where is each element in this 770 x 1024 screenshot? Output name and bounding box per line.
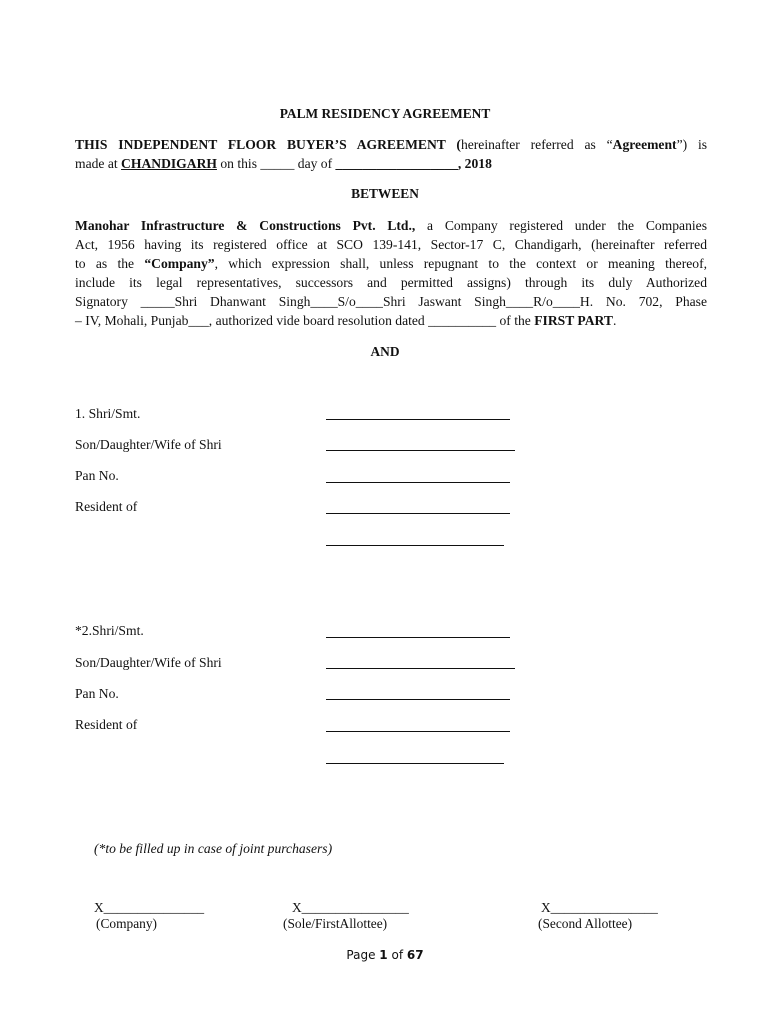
party2-relation-label: Son/Daughter/Wife of Shri — [75, 655, 222, 670]
intro-bold: THIS INDEPENDENT FLOOR BUYER’S AGREEMENT ( — [75, 137, 461, 152]
company-name: Manohar Infrastructure & Constructions Pvt. Ltd., — [75, 218, 416, 233]
intro-line2-start: made at — [75, 156, 122, 171]
agreement-word: Agreement — [612, 137, 677, 152]
party2-resident-blank — [326, 731, 510, 732]
footer-total-pages: 67 — [406, 948, 424, 962]
and-heading: AND — [370, 344, 400, 359]
place-name: CHANDIGARH — [121, 156, 217, 171]
company-line6-end: . — [612, 313, 617, 328]
party2-relation-blank — [326, 668, 515, 669]
party1-relation-label: Son/Daughter/Wife of Shri — [75, 437, 222, 452]
first-allottee-signature-role: (Sole/FirstAllottee) — [283, 916, 388, 931]
company-line4: include its legal representatives, successors and permitted assigns) through its duly Authorized — [75, 275, 707, 290]
second-allottee-signature-role: (Second Allottee) — [538, 916, 633, 931]
party1-relation-blank — [326, 450, 515, 451]
party2-name-label: *2.Shri/Smt. — [75, 623, 144, 638]
footer-of-word: of — [391, 948, 404, 962]
company-line1: a Company registered under the Companies — [415, 218, 707, 233]
party1-resident-blank — [326, 513, 510, 514]
first-part: FIRST PART — [534, 313, 613, 328]
company-line6-start: – IV, Mohali, Punjab___, authorized vide board resolution dated __________ of the — [75, 313, 535, 328]
company-paragraph — [75, 216, 707, 330]
company-term: “Company” — [144, 256, 215, 271]
party2-resident-label: Resident of — [75, 717, 138, 732]
company-line2: Act, 1956 having its registered office at SCO 139-141, Sector-17 C, Chandigarh, (hereinafter referred — [75, 237, 707, 252]
party2-pan-blank — [326, 699, 510, 700]
company-signature-role: (Company) — [96, 916, 157, 931]
party1-pan-blank — [326, 482, 510, 483]
first-allottee-signature-line: X________________ — [292, 900, 409, 915]
party2-pan-label: Pan No. — [75, 686, 119, 701]
between-heading: BETWEEN — [351, 186, 419, 201]
party1-name-label: 1. Shri/Smt. — [75, 406, 141, 421]
joint-purchaser-note: (*to be filled up in case of joint purchasers) — [94, 841, 333, 856]
party1-resident-label: Resident of — [75, 499, 138, 514]
party2-name-blank — [326, 637, 510, 638]
intro-line2-mid: on this _____ day of — [216, 156, 336, 171]
party2-resident-blank-2 — [326, 763, 504, 764]
footer-page-number: 1 — [379, 948, 388, 962]
document-title: PALM RESIDENCY AGREEMENT — [279, 106, 491, 121]
date-blank: __________________, 2018 — [335, 156, 492, 171]
footer-page-word: Page — [346, 948, 376, 962]
page-footer — [0, 948, 770, 962]
intro-paragraph — [75, 135, 707, 173]
company-line3-start: to as the — [75, 256, 145, 271]
party1-name-blank — [326, 419, 510, 420]
company-line5: Signatory _____Shri Dhanwant Singh____S/o____Shri Jaswant Singh____R/o____H. No. 702, Phase — [75, 294, 707, 309]
party1-pan-label: Pan No. — [75, 468, 119, 483]
party1-resident-blank-2 — [326, 545, 504, 546]
intro-text-end: ”) is — [676, 137, 708, 152]
company-line3-rest: , which expression shall, unless repugnant to the context or meaning thereof, — [214, 256, 707, 271]
intro-text: hereinafter referred as “ — [460, 137, 613, 152]
company-signature-line: X_______________ — [94, 900, 205, 915]
second-allottee-signature-line: X________________ — [541, 900, 658, 915]
